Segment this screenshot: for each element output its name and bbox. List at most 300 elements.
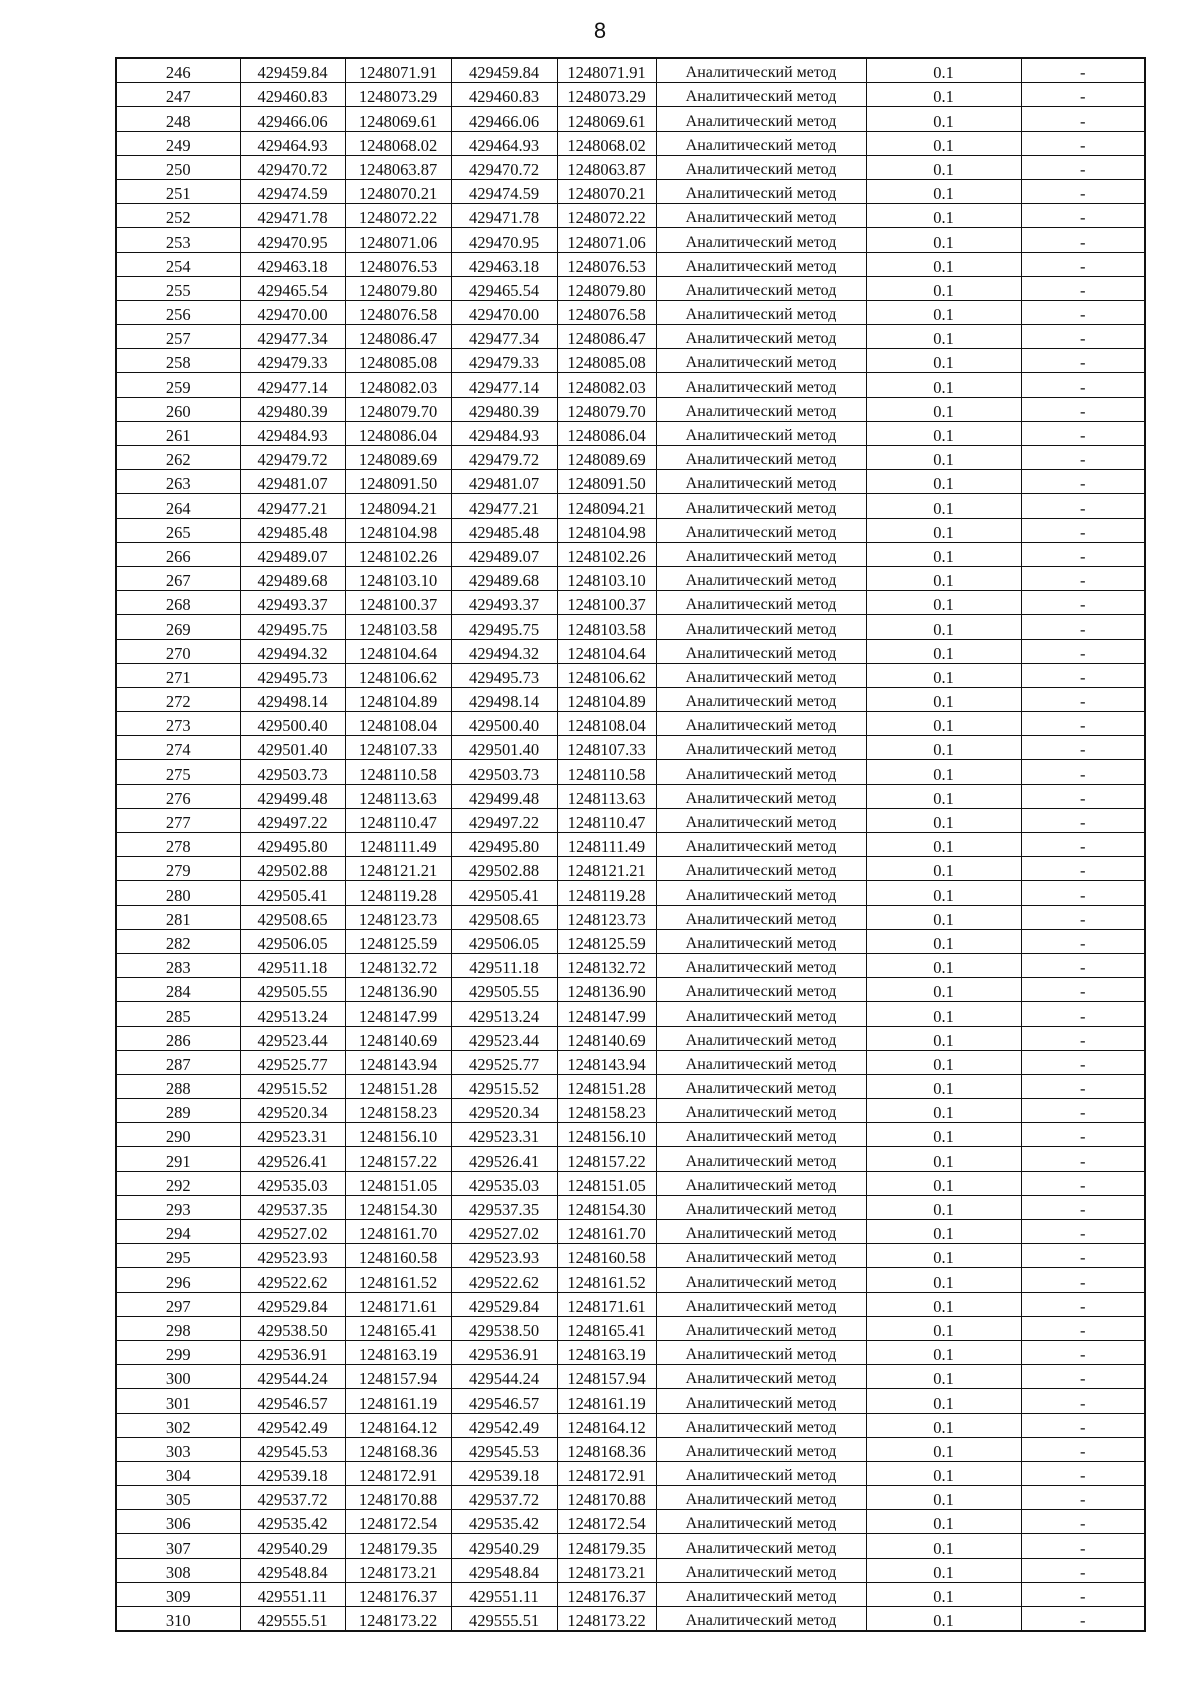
x-existing-cell: 429484.93: [240, 421, 345, 445]
x-new-cell: 429489.68: [451, 566, 557, 590]
y-existing-cell: 1248136.90: [345, 978, 451, 1002]
x-new-cell: 429463.18: [451, 252, 557, 276]
description-cell: -: [1021, 566, 1145, 590]
description-cell: -: [1021, 1607, 1145, 1632]
x-existing-cell: 429495.80: [240, 833, 345, 857]
y-new-cell: 1248170.88: [557, 1486, 656, 1510]
method-cell: Аналитический метод: [656, 1195, 866, 1219]
table-row: [116, 1099, 1145, 1123]
accuracy-cell: 0.1: [866, 155, 1021, 179]
point-number-cell: 292: [116, 1171, 240, 1195]
accuracy-cell: 0.1: [866, 494, 1021, 518]
x-existing-cell: 429508.65: [240, 905, 345, 929]
x-new-cell: 429470.00: [451, 300, 557, 324]
description-cell: -: [1021, 446, 1145, 470]
point-number-cell: 309: [116, 1582, 240, 1606]
description-cell: -: [1021, 1413, 1145, 1437]
point-number-cell: 249: [116, 131, 240, 155]
x-existing-cell: 429497.22: [240, 808, 345, 832]
accuracy-cell: 0.1: [866, 953, 1021, 977]
description-cell: -: [1021, 1099, 1145, 1123]
y-existing-cell: 1248171.61: [345, 1292, 451, 1316]
description-cell: -: [1021, 1244, 1145, 1268]
point-number-cell: 282: [116, 929, 240, 953]
description-cell: -: [1021, 1582, 1145, 1606]
y-existing-cell: 1248172.54: [345, 1510, 451, 1534]
point-number-cell: 263: [116, 470, 240, 494]
x-existing-cell: 429520.34: [240, 1099, 345, 1123]
x-new-cell: 429465.54: [451, 276, 557, 300]
table-row: [116, 300, 1145, 324]
method-cell: Аналитический метод: [656, 953, 866, 977]
method-cell: Аналитический метод: [656, 1413, 866, 1437]
accuracy-cell: 0.1: [866, 1002, 1021, 1026]
description-cell: -: [1021, 1171, 1145, 1195]
point-number-cell: 279: [116, 857, 240, 881]
description-cell: -: [1021, 1461, 1145, 1485]
x-new-cell: 429505.55: [451, 978, 557, 1002]
y-new-cell: 1248132.72: [557, 953, 656, 977]
point-number-cell: 304: [116, 1461, 240, 1485]
description-cell: -: [1021, 494, 1145, 518]
method-cell: Аналитический метод: [656, 929, 866, 953]
description-cell: -: [1021, 1002, 1145, 1026]
x-new-cell: 429546.57: [451, 1389, 557, 1413]
x-new-cell: 429513.24: [451, 1002, 557, 1026]
x-existing-cell: 429506.05: [240, 929, 345, 953]
point-number-cell: 268: [116, 591, 240, 615]
description-cell: -: [1021, 953, 1145, 977]
accuracy-cell: 0.1: [866, 929, 1021, 953]
description-cell: -: [1021, 1340, 1145, 1364]
table-row: [116, 929, 1145, 953]
y-new-cell: 1248103.58: [557, 615, 656, 639]
method-cell: Аналитический метод: [656, 1268, 866, 1292]
accuracy-cell: 0.1: [866, 1340, 1021, 1364]
table-row: [116, 1147, 1145, 1171]
accuracy-cell: 0.1: [866, 179, 1021, 203]
table-row: [116, 1558, 1145, 1582]
table-row: [116, 1316, 1145, 1340]
y-new-cell: 1248171.61: [557, 1292, 656, 1316]
accuracy-cell: 0.1: [866, 1365, 1021, 1389]
x-new-cell: 429523.31: [451, 1123, 557, 1147]
x-new-cell: 429477.34: [451, 325, 557, 349]
x-new-cell: 429508.65: [451, 905, 557, 929]
method-cell: Аналитический метод: [656, 1026, 866, 1050]
x-new-cell: 429538.50: [451, 1316, 557, 1340]
method-cell: Аналитический метод: [656, 1340, 866, 1364]
x-new-cell: 429497.22: [451, 808, 557, 832]
table-row: [116, 1074, 1145, 1098]
x-new-cell: 429523.44: [451, 1026, 557, 1050]
x-existing-cell: 429513.24: [240, 1002, 345, 1026]
description-cell: -: [1021, 131, 1145, 155]
y-existing-cell: 1248151.05: [345, 1171, 451, 1195]
point-number-cell: 248: [116, 107, 240, 131]
y-new-cell: 1248110.47: [557, 808, 656, 832]
x-existing-cell: 429511.18: [240, 953, 345, 977]
accuracy-cell: 0.1: [866, 881, 1021, 905]
accuracy-cell: 0.1: [866, 784, 1021, 808]
method-cell: Аналитический метод: [656, 107, 866, 131]
table-row: [116, 179, 1145, 203]
y-existing-cell: 1248079.80: [345, 276, 451, 300]
x-new-cell: 429470.95: [451, 228, 557, 252]
x-new-cell: 429495.75: [451, 615, 557, 639]
method-cell: Аналитический метод: [656, 881, 866, 905]
y-existing-cell: 1248079.70: [345, 397, 451, 421]
accuracy-cell: 0.1: [866, 639, 1021, 663]
description-cell: -: [1021, 276, 1145, 300]
y-new-cell: 1248079.70: [557, 397, 656, 421]
description-cell: -: [1021, 687, 1145, 711]
y-existing-cell: 1248173.22: [345, 1607, 451, 1632]
y-new-cell: 1248104.64: [557, 639, 656, 663]
x-existing-cell: 429495.73: [240, 663, 345, 687]
x-existing-cell: 429523.31: [240, 1123, 345, 1147]
description-cell: -: [1021, 1220, 1145, 1244]
y-existing-cell: 1248163.19: [345, 1340, 451, 1364]
y-new-cell: 1248072.22: [557, 204, 656, 228]
accuracy-cell: 0.1: [866, 349, 1021, 373]
y-existing-cell: 1248104.64: [345, 639, 451, 663]
x-existing-cell: 429529.84: [240, 1292, 345, 1316]
y-new-cell: 1248106.62: [557, 663, 656, 687]
accuracy-cell: 0.1: [866, 1437, 1021, 1461]
point-number-cell: 266: [116, 542, 240, 566]
table-row: [116, 1437, 1145, 1461]
x-existing-cell: 429523.93: [240, 1244, 345, 1268]
accuracy-cell: 0.1: [866, 1220, 1021, 1244]
x-existing-cell: 429465.54: [240, 276, 345, 300]
point-number-cell: 262: [116, 446, 240, 470]
method-cell: Аналитический метод: [656, 1389, 866, 1413]
accuracy-cell: 0.1: [866, 978, 1021, 1002]
point-number-cell: 246: [116, 58, 240, 83]
method-cell: Аналитический метод: [656, 1486, 866, 1510]
y-new-cell: 1248071.91: [557, 58, 656, 83]
x-existing-cell: 429542.49: [240, 1413, 345, 1437]
y-new-cell: 1248165.41: [557, 1316, 656, 1340]
method-cell: Аналитический метод: [656, 300, 866, 324]
y-existing-cell: 1248111.49: [345, 833, 451, 857]
table-row: [116, 397, 1145, 421]
x-new-cell: 429498.14: [451, 687, 557, 711]
method-cell: Аналитический метод: [656, 833, 866, 857]
method-cell: Аналитический метод: [656, 615, 866, 639]
x-existing-cell: 429494.32: [240, 639, 345, 663]
x-new-cell: 429525.77: [451, 1050, 557, 1074]
y-existing-cell: 1248156.10: [345, 1123, 451, 1147]
x-new-cell: 429477.21: [451, 494, 557, 518]
accuracy-cell: 0.1: [866, 83, 1021, 107]
y-existing-cell: 1248132.72: [345, 953, 451, 977]
method-cell: Аналитический метод: [656, 978, 866, 1002]
table-row: [116, 276, 1145, 300]
table-row: [116, 1340, 1145, 1364]
description-cell: -: [1021, 1534, 1145, 1558]
y-existing-cell: 1248107.33: [345, 736, 451, 760]
accuracy-cell: 0.1: [866, 1292, 1021, 1316]
x-new-cell: 429529.84: [451, 1292, 557, 1316]
description-cell: -: [1021, 881, 1145, 905]
y-new-cell: 1248119.28: [557, 881, 656, 905]
description-cell: -: [1021, 107, 1145, 131]
y-existing-cell: 1248140.69: [345, 1026, 451, 1050]
description-cell: -: [1021, 373, 1145, 397]
accuracy-cell: 0.1: [866, 131, 1021, 155]
table-row: [116, 760, 1145, 784]
point-number-cell: 269: [116, 615, 240, 639]
description-cell: -: [1021, 421, 1145, 445]
method-cell: Аналитический метод: [656, 397, 866, 421]
x-new-cell: 429471.78: [451, 204, 557, 228]
point-number-cell: 251: [116, 179, 240, 203]
y-new-cell: 1248161.52: [557, 1268, 656, 1292]
point-number-cell: 307: [116, 1534, 240, 1558]
point-number-cell: 261: [116, 421, 240, 445]
description-cell: -: [1021, 1389, 1145, 1413]
x-existing-cell: 429544.24: [240, 1365, 345, 1389]
description-cell: -: [1021, 663, 1145, 687]
accuracy-cell: 0.1: [866, 1558, 1021, 1582]
description-cell: -: [1021, 1437, 1145, 1461]
method-cell: Аналитический метод: [656, 1050, 866, 1074]
accuracy-cell: 0.1: [866, 1461, 1021, 1485]
point-number-cell: 289: [116, 1099, 240, 1123]
method-cell: Аналитический метод: [656, 760, 866, 784]
table-row: [116, 566, 1145, 590]
accuracy-cell: 0.1: [866, 204, 1021, 228]
x-existing-cell: 429493.37: [240, 591, 345, 615]
y-existing-cell: 1248104.98: [345, 518, 451, 542]
y-existing-cell: 1248176.37: [345, 1582, 451, 1606]
method-cell: Аналитический метод: [656, 784, 866, 808]
table-row: [116, 325, 1145, 349]
y-new-cell: 1248104.98: [557, 518, 656, 542]
accuracy-cell: 0.1: [866, 276, 1021, 300]
table-row: [116, 373, 1145, 397]
y-existing-cell: 1248094.21: [345, 494, 451, 518]
y-new-cell: 1248111.49: [557, 833, 656, 857]
x-new-cell: 429501.40: [451, 736, 557, 760]
point-number-cell: 267: [116, 566, 240, 590]
x-new-cell: 429495.80: [451, 833, 557, 857]
accuracy-cell: 0.1: [866, 1147, 1021, 1171]
y-new-cell: 1248140.69: [557, 1026, 656, 1050]
method-cell: Аналитический метод: [656, 1437, 866, 1461]
method-cell: Аналитический метод: [656, 663, 866, 687]
table-row: [116, 542, 1145, 566]
y-new-cell: 1248147.99: [557, 1002, 656, 1026]
x-existing-cell: 429535.42: [240, 1510, 345, 1534]
y-existing-cell: 1248102.26: [345, 542, 451, 566]
table-row: [116, 736, 1145, 760]
description-cell: -: [1021, 808, 1145, 832]
x-new-cell: 429466.06: [451, 107, 557, 131]
table-row: [116, 1461, 1145, 1485]
x-new-cell: 429503.73: [451, 760, 557, 784]
method-cell: Аналитический метод: [656, 1461, 866, 1485]
x-new-cell: 429539.18: [451, 1461, 557, 1485]
x-new-cell: 429500.40: [451, 712, 557, 736]
x-existing-cell: 429503.73: [240, 760, 345, 784]
description-cell: -: [1021, 591, 1145, 615]
method-cell: Аналитический метод: [656, 905, 866, 929]
x-existing-cell: 429540.29: [240, 1534, 345, 1558]
table-row: [116, 1002, 1145, 1026]
point-number-cell: 300: [116, 1365, 240, 1389]
table-row: [116, 687, 1145, 711]
point-number-cell: 290: [116, 1123, 240, 1147]
y-new-cell: 1248076.53: [557, 252, 656, 276]
y-existing-cell: 1248104.89: [345, 687, 451, 711]
x-existing-cell: 429466.06: [240, 107, 345, 131]
point-number-cell: 310: [116, 1607, 240, 1632]
point-number-cell: 271: [116, 663, 240, 687]
y-new-cell: 1248079.80: [557, 276, 656, 300]
accuracy-cell: 0.1: [866, 1510, 1021, 1534]
table-row: [116, 155, 1145, 179]
accuracy-cell: 0.1: [866, 1389, 1021, 1413]
description-cell: -: [1021, 639, 1145, 663]
y-existing-cell: 1248161.19: [345, 1389, 451, 1413]
point-number-cell: 301: [116, 1389, 240, 1413]
table-body: [116, 58, 1145, 1631]
table-row: [116, 808, 1145, 832]
table-row: [116, 1292, 1145, 1316]
accuracy-cell: 0.1: [866, 1171, 1021, 1195]
y-new-cell: 1248063.87: [557, 155, 656, 179]
accuracy-cell: 0.1: [866, 1050, 1021, 1074]
y-new-cell: 1248172.91: [557, 1461, 656, 1485]
x-new-cell: 429479.72: [451, 446, 557, 470]
method-cell: Аналитический метод: [656, 566, 866, 590]
y-existing-cell: 1248161.52: [345, 1268, 451, 1292]
y-new-cell: 1248161.70: [557, 1220, 656, 1244]
x-new-cell: 429548.84: [451, 1558, 557, 1582]
description-cell: -: [1021, 252, 1145, 276]
point-number-cell: 254: [116, 252, 240, 276]
description-cell: -: [1021, 905, 1145, 929]
x-existing-cell: 429485.48: [240, 518, 345, 542]
point-number-cell: 296: [116, 1268, 240, 1292]
x-existing-cell: 429477.34: [240, 325, 345, 349]
y-new-cell: 1248173.22: [557, 1607, 656, 1632]
table-row: [116, 131, 1145, 155]
description-cell: -: [1021, 300, 1145, 324]
x-existing-cell: 429538.50: [240, 1316, 345, 1340]
x-existing-cell: 429479.72: [240, 446, 345, 470]
point-number-cell: 276: [116, 784, 240, 808]
y-existing-cell: 1248086.47: [345, 325, 451, 349]
y-new-cell: 1248089.69: [557, 446, 656, 470]
x-existing-cell: 429489.07: [240, 542, 345, 566]
description-cell: -: [1021, 349, 1145, 373]
x-existing-cell: 429471.78: [240, 204, 345, 228]
table-row: [116, 1510, 1145, 1534]
x-existing-cell: 429526.41: [240, 1147, 345, 1171]
x-new-cell: 429484.93: [451, 421, 557, 445]
description-cell: -: [1021, 929, 1145, 953]
y-new-cell: 1248164.12: [557, 1413, 656, 1437]
y-existing-cell: 1248091.50: [345, 470, 451, 494]
y-new-cell: 1248168.36: [557, 1437, 656, 1461]
description-cell: -: [1021, 325, 1145, 349]
description-cell: -: [1021, 228, 1145, 252]
point-number-cell: 281: [116, 905, 240, 929]
x-existing-cell: 429502.88: [240, 857, 345, 881]
y-new-cell: 1248071.06: [557, 228, 656, 252]
y-new-cell: 1248172.54: [557, 1510, 656, 1534]
description-cell: -: [1021, 58, 1145, 83]
method-cell: Аналитический метод: [656, 1534, 866, 1558]
method-cell: Аналитический метод: [656, 373, 866, 397]
y-new-cell: 1248102.26: [557, 542, 656, 566]
method-cell: Аналитический метод: [656, 1002, 866, 1026]
x-existing-cell: 429464.93: [240, 131, 345, 155]
x-existing-cell: 429489.68: [240, 566, 345, 590]
y-existing-cell: 1248173.21: [345, 1558, 451, 1582]
x-existing-cell: 429536.91: [240, 1340, 345, 1364]
y-new-cell: 1248082.03: [557, 373, 656, 397]
accuracy-cell: 0.1: [866, 107, 1021, 131]
accuracy-cell: 0.1: [866, 905, 1021, 929]
table-row: [116, 1026, 1145, 1050]
accuracy-cell: 0.1: [866, 1195, 1021, 1219]
table-row: [116, 1171, 1145, 1195]
x-existing-cell: 429479.33: [240, 349, 345, 373]
method-cell: Аналитический метод: [656, 808, 866, 832]
accuracy-cell: 0.1: [866, 1123, 1021, 1147]
point-number-cell: 284: [116, 978, 240, 1002]
x-new-cell: 429515.52: [451, 1074, 557, 1098]
accuracy-cell: 0.1: [866, 542, 1021, 566]
x-new-cell: 429535.42: [451, 1510, 557, 1534]
description-cell: -: [1021, 1147, 1145, 1171]
point-number-cell: 302: [116, 1413, 240, 1437]
accuracy-cell: 0.1: [866, 300, 1021, 324]
y-new-cell: 1248156.10: [557, 1123, 656, 1147]
y-existing-cell: 1248154.30: [345, 1195, 451, 1219]
table-row: [116, 107, 1145, 131]
description-cell: -: [1021, 978, 1145, 1002]
table-row: [116, 1413, 1145, 1437]
point-number-cell: 291: [116, 1147, 240, 1171]
method-cell: Аналитический метод: [656, 276, 866, 300]
y-existing-cell: 1248121.21: [345, 857, 451, 881]
x-existing-cell: 429505.41: [240, 881, 345, 905]
point-number-cell: 265: [116, 518, 240, 542]
x-existing-cell: 429500.40: [240, 712, 345, 736]
y-new-cell: 1248110.58: [557, 760, 656, 784]
accuracy-cell: 0.1: [866, 1534, 1021, 1558]
page-number: 8: [593, 18, 607, 43]
x-existing-cell: 429459.84: [240, 58, 345, 83]
method-cell: Аналитический метод: [656, 712, 866, 736]
method-cell: Аналитический метод: [656, 1365, 866, 1389]
x-existing-cell: 429460.83: [240, 83, 345, 107]
x-new-cell: 429502.88: [451, 857, 557, 881]
table-row: [116, 349, 1145, 373]
accuracy-cell: 0.1: [866, 566, 1021, 590]
table-row: [116, 58, 1145, 83]
y-existing-cell: 1248125.59: [345, 929, 451, 953]
description-cell: -: [1021, 1292, 1145, 1316]
x-existing-cell: 429546.57: [240, 1389, 345, 1413]
x-existing-cell: 429548.84: [240, 1558, 345, 1582]
